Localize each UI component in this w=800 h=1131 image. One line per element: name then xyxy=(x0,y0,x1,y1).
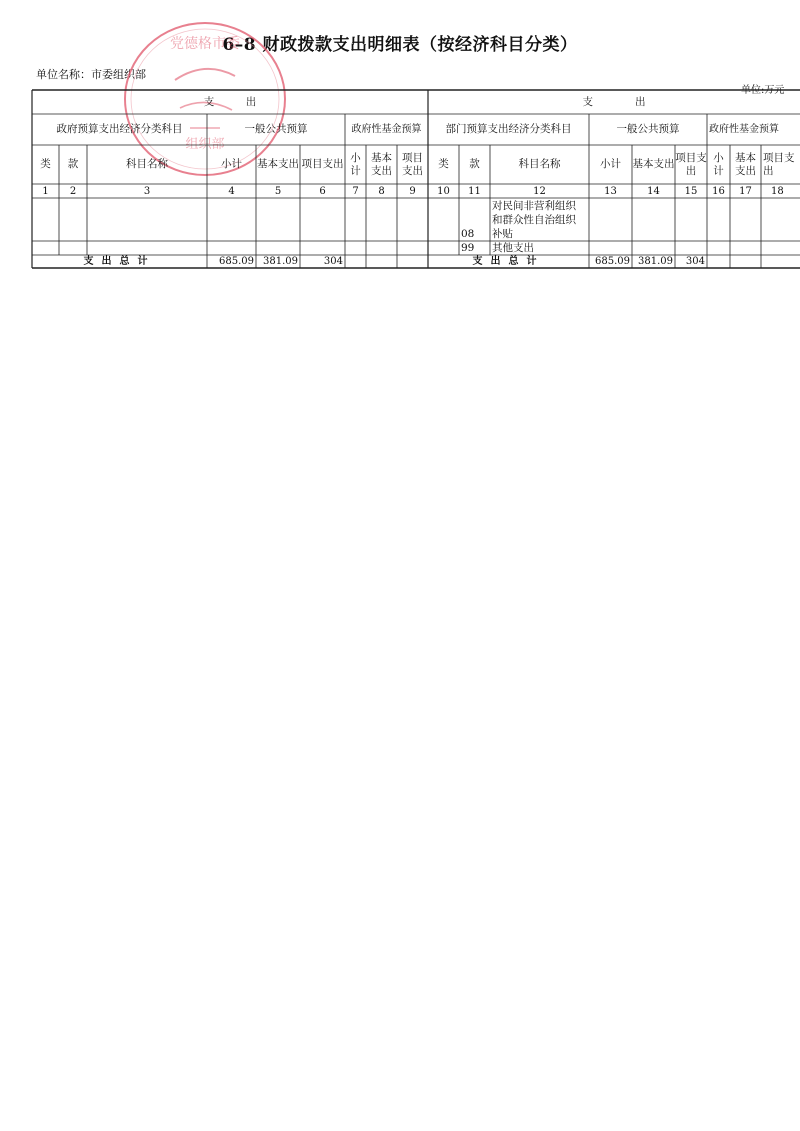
right-colnum: 13 xyxy=(604,185,617,197)
right-top-header: 支 出 xyxy=(582,95,646,108)
left-col-fund-project: 项目支出 xyxy=(402,151,423,177)
right-colnum: 15 xyxy=(684,185,698,197)
left-col-lei: 类 xyxy=(40,158,51,170)
right-col-name: 科目名称 xyxy=(518,158,561,170)
unit-measure: 单位:万元 xyxy=(741,85,785,96)
right-group-econ: 部门预算支出经济分类科目 xyxy=(445,123,572,135)
left-colnum: 6 xyxy=(319,185,326,197)
left-col-fund-subtotal: 小计 xyxy=(350,151,361,177)
left-group-general: 一般公共预算 xyxy=(244,123,308,135)
right-total-basic: 381.09 xyxy=(638,256,673,267)
left-total-subtotal: 685.09 xyxy=(219,256,254,267)
right-group-general: 一般公共预算 xyxy=(616,123,680,135)
page-title: 6–8 财政拨款支出明细表（按经济科目分类） xyxy=(222,35,578,55)
right-colnum: 12 xyxy=(533,185,546,197)
right-total-project: 304 xyxy=(685,256,705,267)
right-colnum: 18 xyxy=(771,185,784,197)
right-col-lei: 类 xyxy=(438,158,449,170)
svg-text:党德格市委: 党德格市委 xyxy=(170,36,240,52)
left-col-project: 项目支出 xyxy=(301,158,344,170)
left-colnum: 4 xyxy=(228,185,235,197)
left-top-header: 支 出 xyxy=(203,95,257,108)
right-colnum: 16 xyxy=(712,185,725,197)
left-colnum: 5 xyxy=(274,185,282,197)
right-group-fund: 政府性基金预算 xyxy=(709,124,779,135)
right-col-basic: 基本支出 xyxy=(632,158,675,170)
left-total-label: 支出总计 xyxy=(83,256,156,267)
left-group-fund: 政府性基金预算 xyxy=(351,124,422,135)
right-total-label: 支出总计 xyxy=(472,256,545,267)
svg-text:组织部: 组织部 xyxy=(185,137,225,152)
left-colnum: 1 xyxy=(42,185,49,197)
unit-name: 单位名称：市委组织部 xyxy=(36,68,146,81)
left-colnum: 3 xyxy=(143,185,151,197)
table-row-name: 对民间非营利组织和群众性自治组织补贴 xyxy=(492,200,576,240)
right-col-fund-project: 项目支出 xyxy=(763,151,795,177)
left-group-econ: 政府预算支出经济分类科目 xyxy=(56,123,183,135)
left-col-name: 科目名称 xyxy=(126,158,168,170)
right-colnum: 11 xyxy=(468,185,481,197)
left-total-basic: 381.09 xyxy=(263,256,298,267)
right-col-subtotal: 小计 xyxy=(600,158,621,170)
left-col-kuan: 款 xyxy=(67,158,79,170)
table-row-kuan: 08 xyxy=(461,228,475,240)
right-col-fund-subtotal: 小计 xyxy=(713,151,724,177)
left-total-project: 304 xyxy=(323,256,343,267)
left-col-basic: 基本支出 xyxy=(257,158,299,170)
table-row-kuan: 99 xyxy=(461,242,475,254)
right-colnum: 17 xyxy=(739,185,752,197)
right-col-fund-basic: 基本支出 xyxy=(735,151,756,177)
left-colnum: 2 xyxy=(69,185,77,197)
table-row-name: 其他支出 xyxy=(492,242,534,254)
right-total-subtotal: 685.09 xyxy=(595,256,630,267)
left-colnum: 8 xyxy=(378,185,385,197)
right-col-kuan: 款 xyxy=(469,158,480,170)
right-col-project: 项目支出 xyxy=(675,151,707,177)
left-col-fund-basic: 基本支出 xyxy=(371,151,392,177)
left-colnum: 7 xyxy=(352,185,359,197)
right-colnum: 14 xyxy=(647,185,660,197)
right-colnum: 10 xyxy=(437,185,450,197)
left-colnum: 9 xyxy=(409,185,416,197)
left-col-subtotal: 小计 xyxy=(221,158,242,170)
